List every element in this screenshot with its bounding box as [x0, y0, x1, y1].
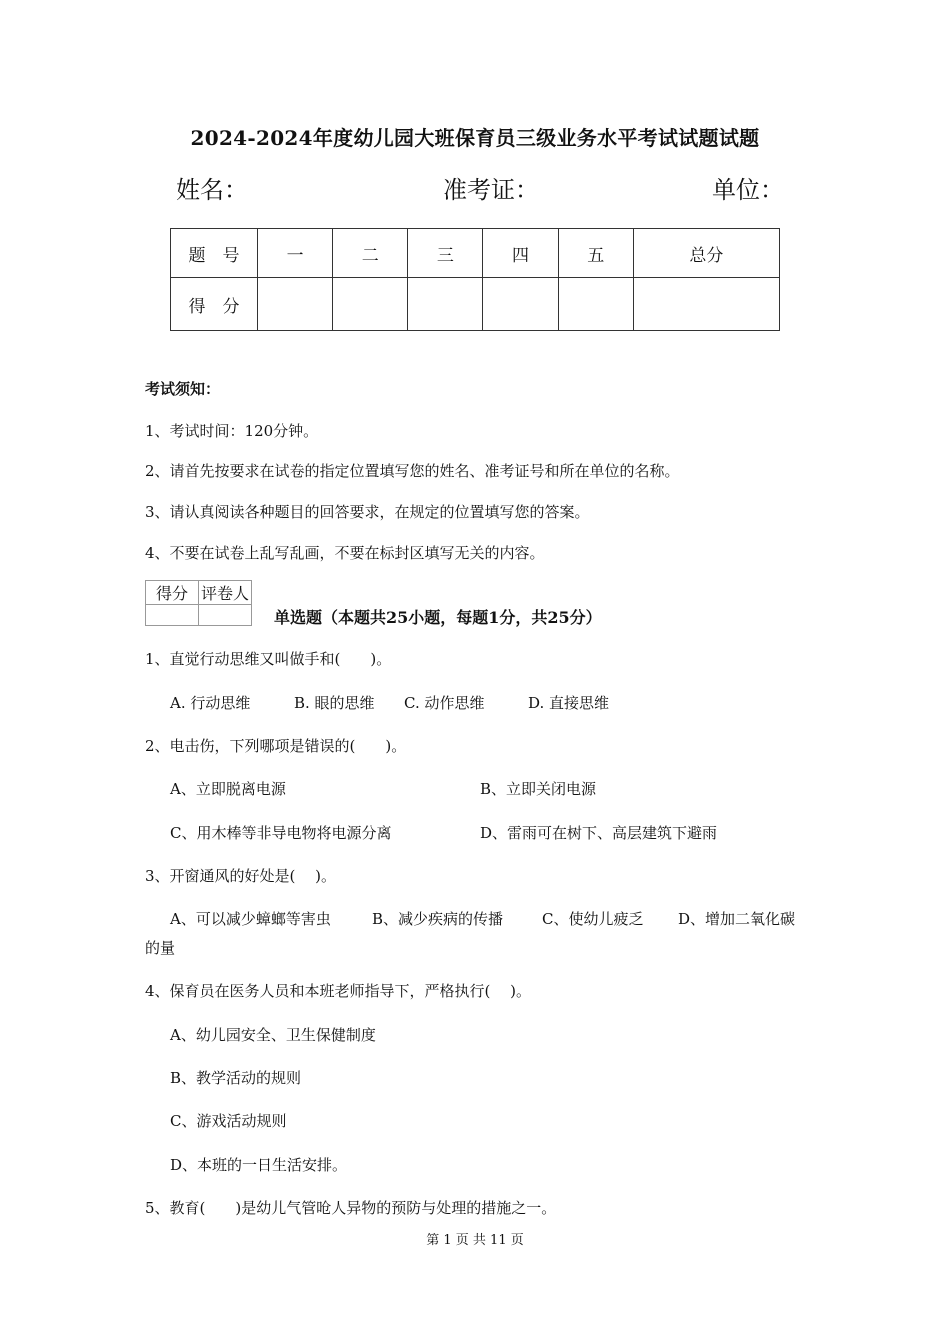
score-cell-total[interactable] [633, 278, 779, 331]
option-3c: C、使幼儿疲乏 [542, 910, 644, 928]
question-1: 1、直觉行动思维又叫做手和( )。 [145, 650, 392, 668]
option-4b: B、教学活动的规则 [170, 1069, 302, 1087]
option-1d: D. 直接思维 [528, 694, 610, 712]
exam-id-field-label: 准考证： [443, 176, 539, 204]
notice-item: 4、不要在试卷上乱写乱画，不要在标封区填写无关的内容。 [145, 544, 545, 562]
score-table-header-row [171, 229, 780, 278]
score-row-label: 得 分 [171, 278, 258, 331]
grader-score-cell[interactable] [146, 605, 199, 626]
score-table-cell: 总分 [633, 229, 779, 278]
option-2d: D、雷雨可在树下、高层建筑下避雨 [480, 824, 718, 842]
option-3d-wrap: 的量 [145, 939, 176, 957]
option-2c: C、用木棒等非导电物将电源分离 [170, 824, 392, 842]
option-4d: D、本班的一日生活安排。 [170, 1156, 348, 1174]
option-4c: C、游戏活动规则 [170, 1112, 287, 1130]
score-table-cell: 四 [483, 229, 558, 278]
score-cell-4[interactable] [483, 278, 558, 331]
notice-item: 3、请认真阅读各种题目的回答要求，在规定的位置填写您的答案。 [145, 503, 590, 521]
option-2a: A、立即脱离电源 [170, 780, 286, 798]
score-cell-1[interactable] [258, 278, 333, 331]
option-3b: B、减少疾病的传播 [372, 910, 504, 928]
score-table-cell: 三 [408, 229, 483, 278]
score-cell-3[interactable] [408, 278, 483, 331]
option-1c: C. 动作思维 [404, 694, 485, 712]
score-table-cell: 题 号 [171, 229, 258, 278]
option-1b: B. 眼的思维 [294, 694, 375, 712]
notice-title: 考试须知： [145, 380, 221, 398]
score-cell-2[interactable] [333, 278, 408, 331]
option-2b: B、立即关闭电源 [480, 780, 597, 798]
grader-box [145, 580, 252, 626]
score-table-score-row [171, 278, 780, 331]
question-5: 5、教育( )是幼儿气管呛人异物的预防与处理的措施之一。 [145, 1199, 557, 1217]
section-title: 单选题（本题共25小题，每题1分，共25分） [274, 608, 602, 627]
option-4a: A、幼儿园安全、卫生保健制度 [170, 1026, 376, 1044]
option-3a: A、可以减少蟑螂等害虫 [170, 910, 331, 928]
score-table [170, 228, 780, 331]
score-table-cell: 五 [558, 229, 633, 278]
score-table-cell: 一 [258, 229, 333, 278]
question-4: 4、保育员在医务人员和本班老师指导下，严格执行( )。 [145, 982, 532, 1000]
name-field-label: 姓名： [176, 176, 248, 204]
option-1a: A. 行动思维 [170, 694, 251, 712]
page-title: 2024-2024年度幼儿园大班保育员三级业务水平考试试题试题 [190, 126, 760, 150]
question-2: 2、电击伤，下列哪项是错误的( )。 [145, 737, 407, 755]
score-table-cell: 二 [333, 229, 408, 278]
page-footer: 第 1 页 共 11 页 [426, 1233, 524, 1248]
option-3d: D、增加二氧化碳 [678, 910, 796, 928]
grader-reviewer-label: 评卷人 [199, 581, 252, 605]
grader-reviewer-cell[interactable] [199, 605, 252, 626]
score-cell-5[interactable] [558, 278, 633, 331]
unit-field-label: 单位： [712, 176, 784, 204]
question-3: 3、开窗通风的好处是( )。 [145, 867, 337, 885]
notice-item: 1、考试时间：120分钟。 [145, 422, 319, 440]
grader-score-label: 得分 [146, 581, 199, 605]
notice-item: 2、请首先按要求在试卷的指定位置填写您的姓名、准考证号和所在单位的名称。 [145, 462, 680, 480]
